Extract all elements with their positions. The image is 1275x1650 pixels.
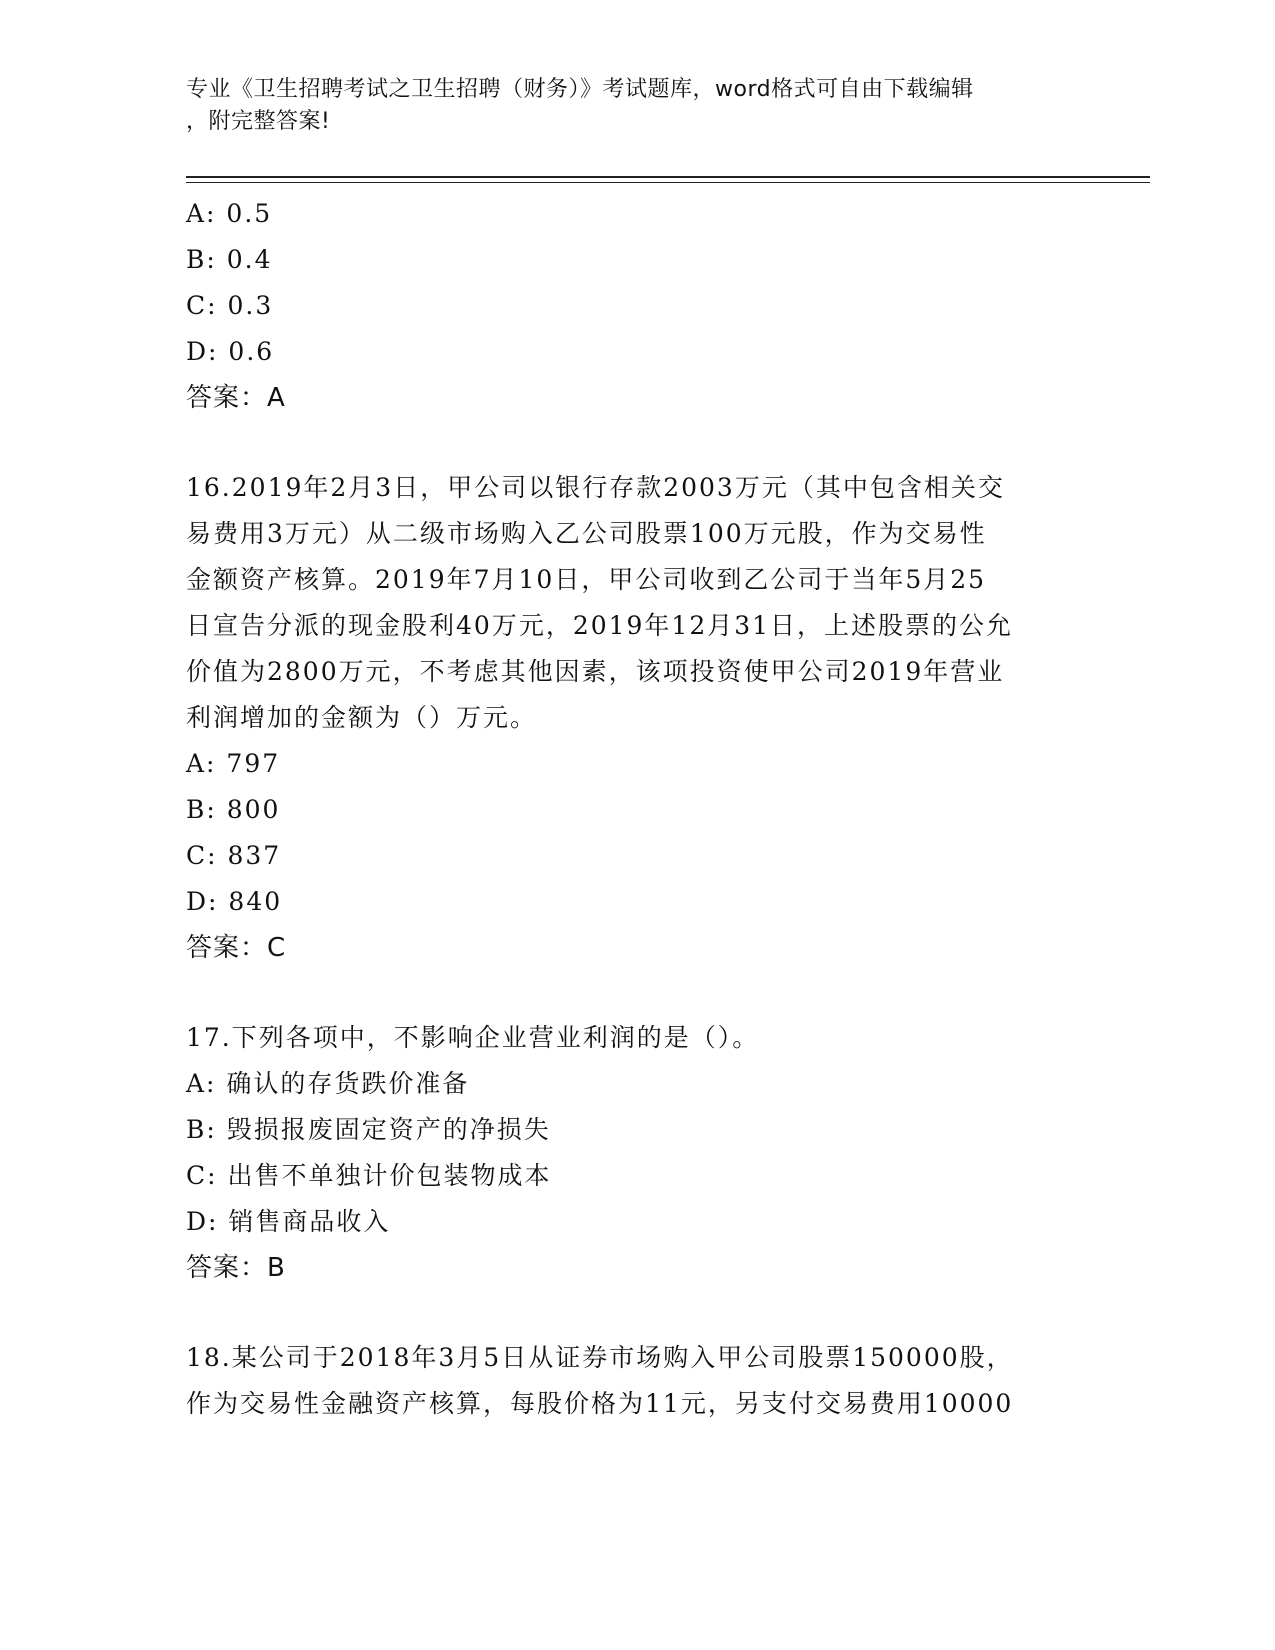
option-a: A: 797 — [186, 749, 281, 778]
header-line-2: ，附完整答案! — [186, 109, 331, 134]
header-divider-thick — [186, 176, 1150, 178]
answer-line: 答案：C — [186, 933, 287, 963]
option-c: C: 0.3 — [186, 291, 274, 320]
question-stem-line: 17.下列各项中，不影响企业营业利润的是（）。 — [186, 1023, 760, 1052]
page-header — [186, 74, 1066, 138]
question-stem-line: 16.2019年2月3日，甲公司以银行存款2003万元（其中包含相关交 — [186, 473, 1005, 502]
option-d: D: 0.6 — [186, 337, 275, 366]
question-stem-line: 日宣告分派的现金股利40万元，2019年12月31日，上述股票的公允 — [186, 611, 1014, 640]
option-d: D: 销售商品收入 — [186, 1207, 391, 1236]
option-a: A: 确认的存货跌价准备 — [186, 1069, 470, 1098]
question-15 — [186, 191, 1086, 421]
question-stem-line: 18.某公司于2018年3月5日从证券市场购入甲公司股票150000股， — [186, 1343, 1014, 1372]
question-18 — [186, 1335, 1086, 1427]
question-16 — [186, 465, 1086, 971]
question-stem-line: 价值为2800万元，不考虑其他因素，该项投资使甲公司2019年营业 — [186, 657, 1005, 686]
option-b: B: 毁损报废固定资产的净损失 — [186, 1115, 551, 1144]
header-divider-thin — [186, 182, 1150, 183]
question-list — [186, 191, 1086, 1427]
question-stem-line: 金额资产核算。2019年7月10日，甲公司收到乙公司于当年5月25 — [186, 565, 987, 594]
answer-line: 答案：A — [186, 383, 286, 413]
option-c: C: 837 — [186, 841, 282, 870]
option-c: C: 出售不单独计价包装物成本 — [186, 1161, 552, 1190]
question-17 — [186, 1015, 1086, 1291]
header-line-1: 专业《卫生招聘考试之卫生招聘（财务）》考试题库，word格式可自由下载编辑 — [186, 77, 974, 102]
option-d: D: 840 — [186, 887, 283, 916]
question-stem-line: 作为交易性金融资产核算，每股价格为11元，另支付交易费用10000 — [186, 1389, 1014, 1418]
option-b: B: 800 — [186, 795, 281, 824]
question-stem-line: 易费用3万元）从二级市场购入乙公司股票100万元股，作为交易性 — [186, 519, 987, 548]
option-b: B: 0.4 — [186, 245, 273, 274]
option-a: A: 0.5 — [186, 199, 273, 228]
answer-line: 答案：B — [186, 1253, 286, 1283]
question-stem-line: 利润增加的金额为（）万元。 — [186, 703, 538, 732]
